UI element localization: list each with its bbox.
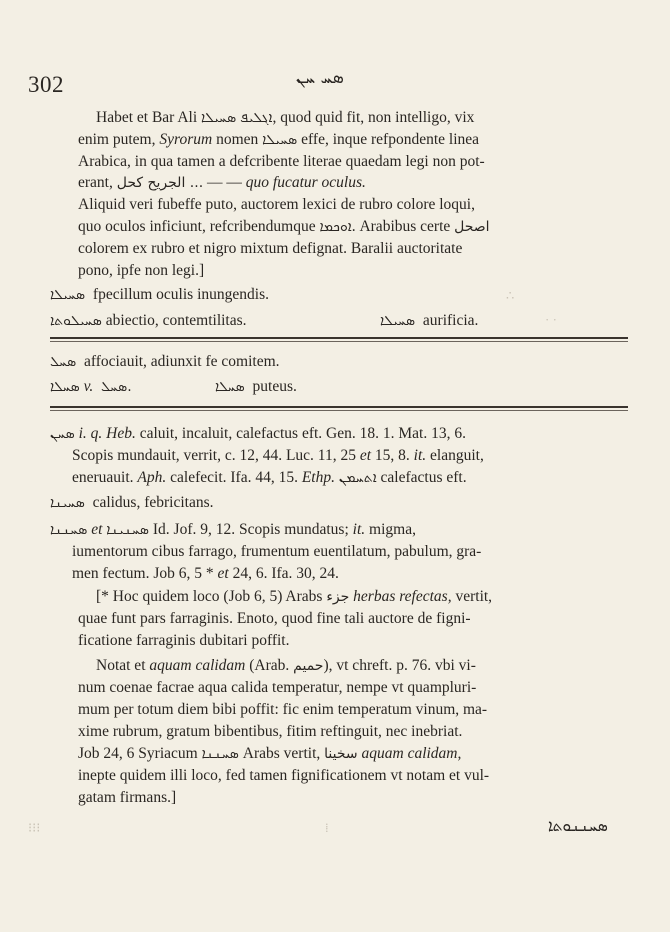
entry-line: ܣܚܠܐ v. ܣܚܠ.: [50, 378, 132, 395]
entry-line: ܣܚܠܐ puteus.: [215, 378, 297, 395]
text-line: mum per totum diem bibi poffit: fic enim temperatum vinum, ma-: [78, 701, 488, 718]
entry-line: ܣܚܢܢܐ et ܣܚܢܝܢܐ Id. Jof. 9, 12. Scopis mundatus; it. migma,: [50, 521, 416, 538]
text-line: men fectum. Job 6, 5 * et 24, 6. Ifa. 30, 24.: [72, 565, 339, 582]
section-rule: [50, 406, 628, 408]
entry-line: ܣܚܝܠܘܬܐ abiectio, contemtilitas.: [50, 312, 247, 329]
section-rule: [50, 341, 628, 342]
running-head: ܣܚ ܚܢ: [296, 68, 344, 88]
entry-line: ܣܚܝܢܐ calidus, febricitans.: [50, 494, 214, 511]
bleed-through-mark: ⁞: [325, 820, 329, 835]
text-line: Job 24, 6 Syriacum ܣܚܢܢܐ Arabs vertit, سخينا aquam calidam,: [78, 745, 462, 762]
text-line: Aliquid veri fubeffe puto, auctorem lexici de rubro colore loqui,: [78, 196, 475, 213]
text-line: iumentorum cibus farrago, frumentum euentilatum, pabulum, gra-: [72, 543, 482, 560]
text-line: pono, ipfe non legi.]: [78, 262, 205, 279]
text-line: ficatione farraginis dubitari poffit.: [78, 632, 290, 649]
text-line: erant, الجريح كحل ... — — quo fucatur oculus.: [78, 174, 366, 191]
text-line: num coenae facrae aqua calida temperatur, nempe vt quampluri-: [78, 679, 477, 696]
text-line: [* Hoc quidem loco (Job 6, 5) Arabs جزء herbas refectas, vertit,: [96, 588, 493, 605]
text-line: colorem ex rubro et nigro mixtum defignat. Baralii auctoritate: [78, 240, 463, 257]
entry-line: ܣܚܝܠܐ fpecillum oculis inungendis.: [50, 286, 269, 303]
section-rule: [50, 337, 628, 339]
text-line: inepte quidem illi loco, fed tamen fignificationem vt notam et vul-: [78, 767, 490, 784]
entry-line: ܣܚܝܠܐ aurificia.: [380, 312, 479, 329]
text-line: Notat et aquam calidam (Arab. حميم), vt chreft. p. 76. vbi vi-: [96, 657, 476, 674]
section-rule: [50, 410, 628, 411]
bleed-through-mark: · ·: [545, 312, 557, 327]
text-line: quae funt pars farraginis. Enoto, quod fine tali auctore de figni-: [78, 610, 471, 627]
entry-line: ܣܚܢ i. q. Heb. caluit, incaluit, calefactus eft. Gen. 18. 1. Mat. 13, 6.: [50, 425, 466, 442]
bleed-through-mark: ∴: [506, 288, 515, 303]
bleed-through-mark: ⁝⁝⁝: [28, 820, 41, 835]
text-line: gatam firmans.]: [78, 789, 177, 806]
text-line: eneruauit. Aph. calefecit. Ifa. 44, 15. Ethp. ܐܬܚܡܢ calefactus eft.: [72, 469, 467, 486]
text-line: enim putem, Syrorum nomen ܣܚܝܠܐ effe, inque refpondente linea: [78, 131, 480, 148]
entry-line: ܣܚܠ affociauit, adiunxit fe comitem.: [50, 353, 280, 370]
page-number: 302: [28, 72, 64, 97]
text-line: Scopis mundauit, verrit, c. 12, 44. Luc. 11, 25 et 15, 8. it. elanguit,: [72, 447, 484, 464]
text-line: quo oculos inficiunt, refcribendumque ܐܘܟܡܐ. Arabibus certe اصحل: [78, 218, 490, 235]
catchword: ܣܚܢܢܘܬܐ: [548, 817, 608, 835]
text-line: Arabica, in qua tamen a defcribente literae quaedam legi non pot-: [78, 153, 485, 170]
text-line: xime rubrum, gratum bibentibus, fitim reftinguit, nec inebriat.: [78, 723, 463, 740]
text-line: Habet et Bar Ali ܐܓܠܝܦ ܣܚܝܠܐ , quod quid fit, non intelligo, vix: [96, 109, 475, 126]
